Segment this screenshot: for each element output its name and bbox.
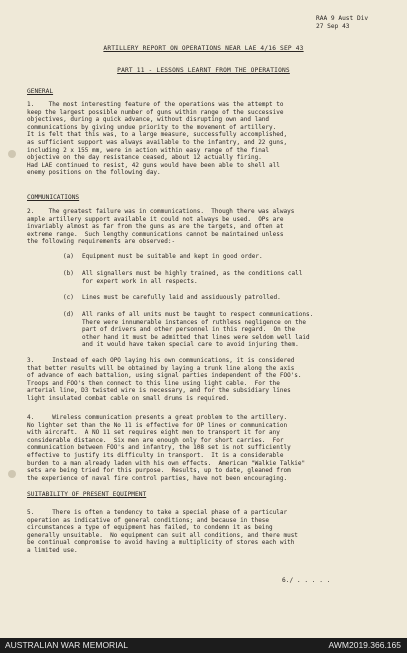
requirement-text: All signallers must be highly trained, as the conditions call for expert work in all respects. <box>82 270 303 285</box>
continuation-marker: 6./ . . . . . <box>282 577 331 584</box>
part-title: PART 11 - LESSONS LEARNT FROM THE OPERATIONS <box>117 67 290 74</box>
paragraph-1: 1. The most interesting feature of the operations was the attempt to keep the largest possible number of guns within range of the successive objectives, during a quick advance, without disrupting own and land communications by giving undue priority to the movement of artillery. It is felt that this was, to a large measure, successfully accomplished, as sufficient support was always available to the infantry, and 22 guns, including 2 x 155 mm, were in action within easy range of the final objective on the day resistance ceased, about 12 actually firing. Had LAE continued to resist, 42 guns would have been able to shell all enemy positions on the following day. <box>27 101 288 177</box>
footer-accession-number: AWM2019.366.165 <box>328 640 401 650</box>
punch-hole <box>8 470 16 478</box>
requirement-number: (c) <box>63 294 74 301</box>
requirement-text: All ranks of all units must be taught to respect communications. There were innumerable instances of ruthless negligence on the part of drivers and other personnel in this regard. On the other hand it must be admitted that lines were seldom well laid and it would have taken special care to avoid injuring them. <box>82 311 314 349</box>
paragraph-2: 2. The greatest failure was in communications. Though there was always ample artillery support available it could not always be used. OPs are invariably almost as far from the guns as are the targets, and often at extreme range. Such lengthy communications cannot be maintained unless the following requirements are observed:- <box>27 208 295 246</box>
requirement-text: Lines must be carefully laid and assiduously patrolled. <box>82 294 281 301</box>
requirement-number: (b) <box>63 270 74 277</box>
requirement-text: Equipment must be suitable and kept in good order. <box>82 253 263 260</box>
header-date: 27 Sep 43 <box>316 23 350 30</box>
punch-hole <box>8 150 16 158</box>
paragraph-3: 3. Instead of each OPO laying his own communications, it is considered that better results will be obtained by laying a trunk line along the axis of advance of each battalion, using signal parties independent of the FOO's. Troops and FOO's then connect to this line using light cable. For the arterial line, D3 twisted wire is necessary, and for the subsidiary lines light insulated combat cable on small drums is required. <box>27 357 302 402</box>
paragraph-4: 4. Wireless communication presents a great problem to the artillery. No lighter set than the No 11 is effective for OP lines or communication with aircraft. A NO 11 set requires eight men to transport it for any considerable distance. Six men are enough only for short carries. For communication between FOO's and infantry, the 108 set is not sufficiently effective to justify its difficulty in transport. It is a considerable burden to a man already laden with his own effects. American "Walkie Talkie" sets are being tried for this purpose. Results, up to date, gleaned from the experience of naval fire control parties, have not been encouraging. <box>27 414 306 482</box>
section-heading-suitability: SUITABILITY OF PRESENT EQUIPMENT <box>27 491 147 498</box>
header-block <box>316 15 368 31</box>
section-heading-general: GENERAL <box>27 88 54 95</box>
footer-institution: AUSTRALIAN WAR MEMORIAL <box>5 640 128 650</box>
header-unit: RAA 9 Aust Div <box>316 15 369 22</box>
requirement-number: (d) <box>63 311 74 318</box>
section-heading-communications: COMMUNICATIONS <box>27 194 80 201</box>
paragraph-5: 5. There is often a tendency to take a special phase of a particular operation as indicative of general conditions; and because in these circumstances a type of equipment has failed, to condemn it as being generally unsuitable. No equipment can suit all conditions, and there must be continual compromise to avoid having a multiplicity of stores each with a limited use. <box>27 509 298 554</box>
report-title: ARTILLERY REPORT ON OPERATIONS NEAR LAE 4/16 SEP 43 <box>103 45 304 52</box>
requirement-number: (a) <box>63 253 74 260</box>
footer-bar <box>0 638 407 653</box>
